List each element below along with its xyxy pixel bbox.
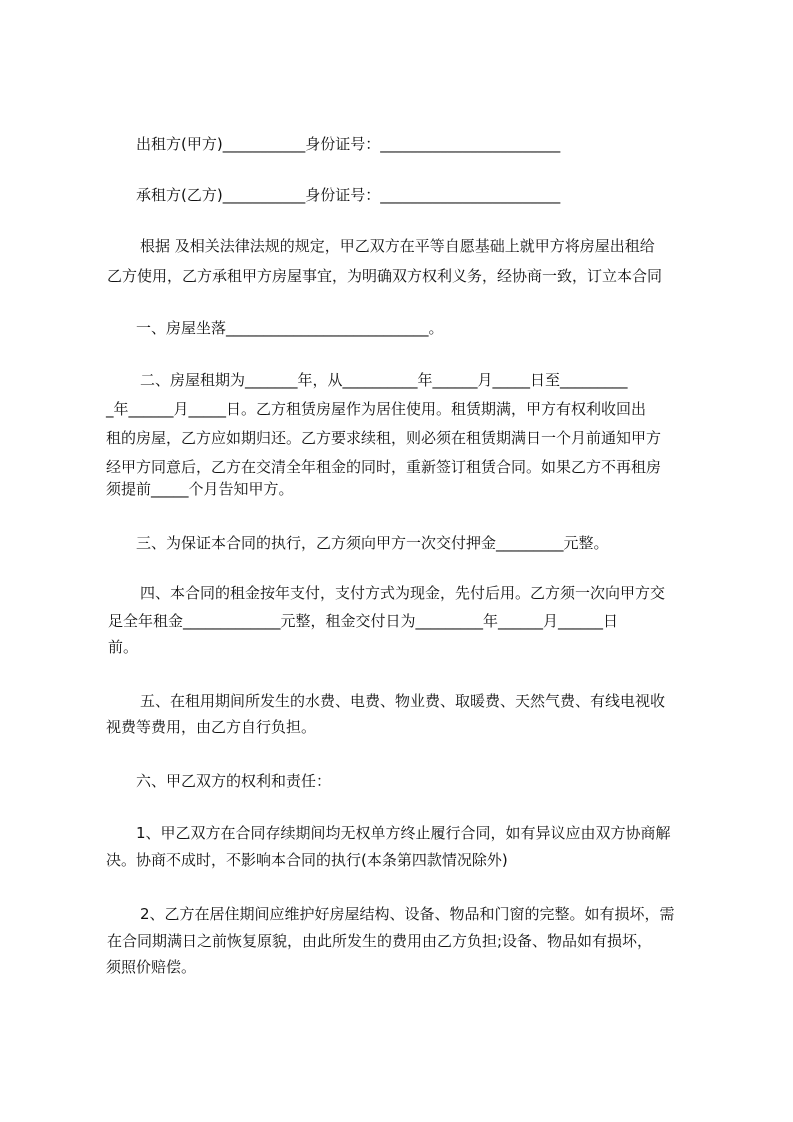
clause-5-line-2: 视费等费用，由乙方自行负担。 [106, 718, 317, 736]
intro-line-2: 乙方使用，乙方承租甲方房屋事宜，为明确双方权利义务，经协商一致，订立本合同 [107, 267, 663, 285]
clause-3: 三、为保证本合同的执行，乙方须向甲方一次交付押金_________元整。 [136, 534, 609, 552]
clause-6-item-1-line-2: 决。协商不成时，不影响本合同的执行(本条第四款情况除外) [106, 851, 508, 869]
tenant-line: 承租方(乙方)___________身份证号：________________________ [136, 186, 561, 204]
clause-2-line-1: 二、房屋租期为_______年，从__________年______月_____日至_________ [140, 371, 628, 389]
intro-line-1: 根据 及相关法律法规的规定，甲乙双方在平等自愿基础上就甲方将房屋出租给 [140, 237, 655, 255]
clause-4-line-2: 足全年租金_____________元整，租金交付日为_________年______月______日 [108, 612, 619, 630]
clause-5-line-1: 五、在租用期间所发生的水费、电费、物业费、取暖费、天然气费、有线电视收 [140, 692, 666, 710]
clause-1: 一、房屋坐落___________________________。 [136, 319, 444, 337]
clause-6-item-1-line-1: 1、甲乙双方在合同存续期间均无权单方终止履行合同，如有异议应由双方协商解 [136, 824, 671, 842]
clause-4-line-3: 前。 [108, 638, 139, 656]
clause-2-line-5: 须提前_____个月告知甲方。 [106, 480, 294, 498]
clause-6-title: 六、甲乙双方的权利和责任： [136, 772, 332, 790]
clause-6-item-2-line-2: 在合同期满日之前恢复原貌，由此所发生的费用由乙方负担;设备、物品如有损坏， [107, 932, 653, 950]
landlord-line: 出租方(甲方)___________身份证号：________________________ [136, 135, 561, 153]
clause-2-line-4: 经甲方同意后，乙方在交清全年租金的同时，重新签订租赁合同。如果乙方不再租房 [106, 458, 662, 476]
clause-4-line-1: 四、本合同的租金按年支付，支付方式为现金，先付后用。乙方须一次向甲方交 [140, 584, 666, 602]
clause-6-item-2-line-1: 2、乙方在居住期间应维护好房屋结构、设备、物品和门窗的完整。如有损坏，需 [140, 905, 675, 923]
clause-6-item-2-line-3: 须照价赔偿。 [106, 958, 197, 976]
clause-2-line-3: 租的房屋，乙方应如期归还。乙方要求续租，则必须在租赁期满日一个月前通知甲方 [106, 429, 662, 447]
clause-2-line-2: _年______月_____日。乙方租赁房屋作为居住使用。租赁期满，甲方有权利收回出 [106, 400, 647, 418]
